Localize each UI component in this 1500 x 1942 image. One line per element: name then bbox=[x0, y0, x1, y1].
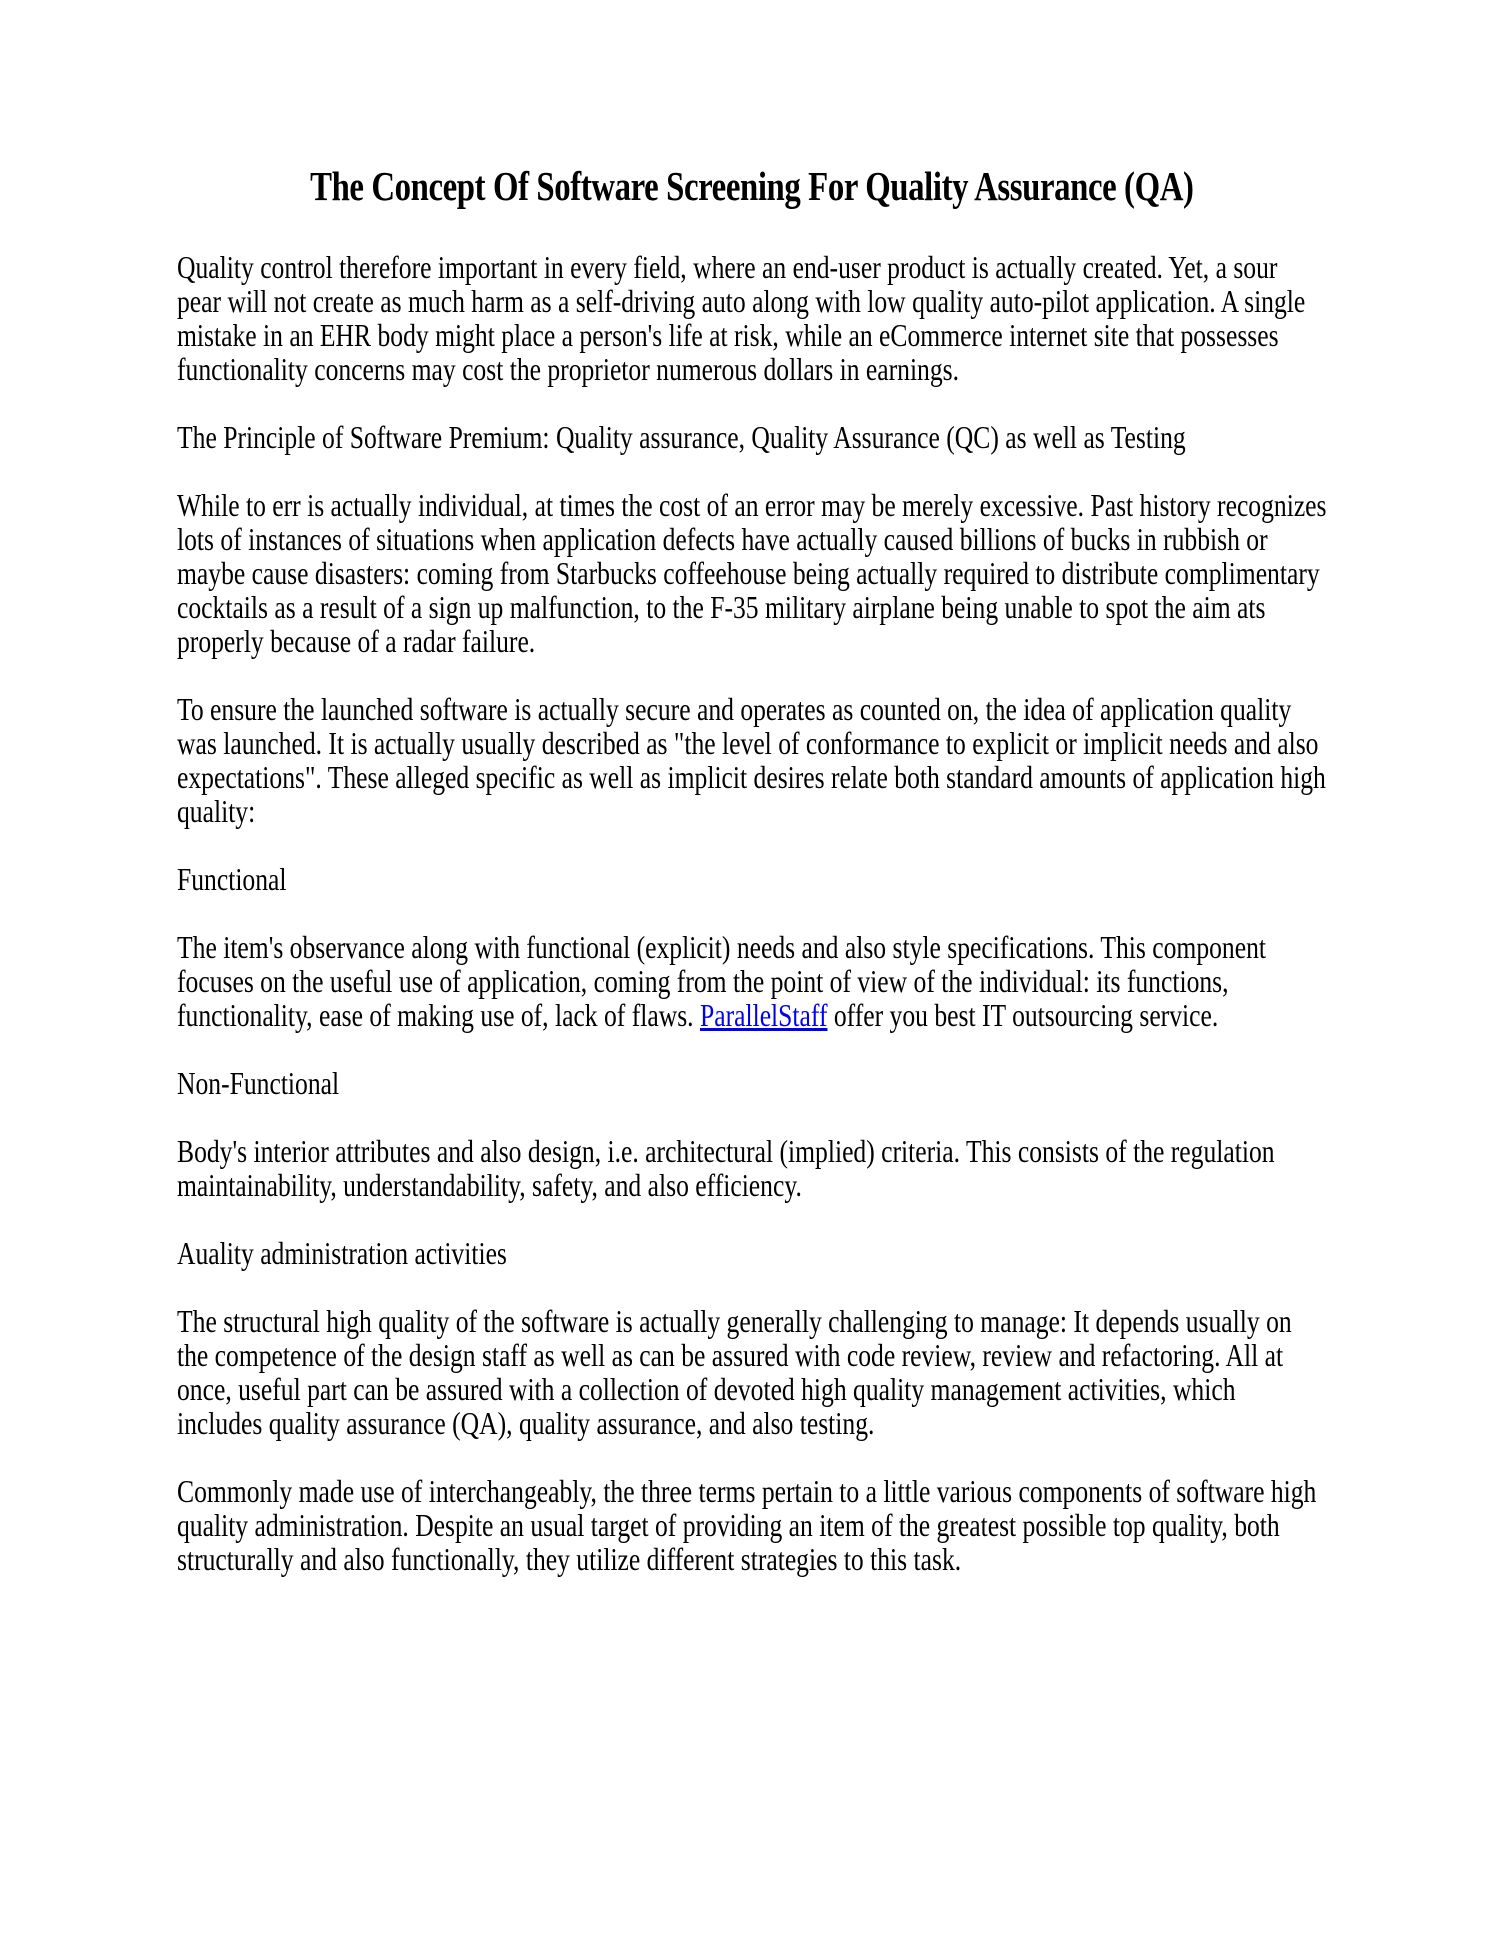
parallelstaff-link[interactable]: ParallelStaff bbox=[699, 997, 828, 1033]
functional-description-text-after: offer you best IT outsourcing service. bbox=[827, 997, 1219, 1033]
heading-principle-of-software-premium: The Principle of Software Premium: Quality assurance, Quality Assurance (QC) as well as Testing bbox=[177, 419, 1186, 455]
paragraph-while-to-err: While to err is actually individual, at times the cost of an error may be merely excessive. Past history recognizes lots of instances of situations when application defects have actually caused billions of bucks in rubbish or maybe cause disasters: coming from Starbucks coffeehouse being actually required to distribute complimentary cocktails as a result of a sign up malfunction, to the F-35 military airplane being unable to spot the aim ats properly because of a radar failure. bbox=[177, 487, 1327, 659]
paragraph-structural-quality: The structural high quality of the software is actually generally challenging to manage: It depends usually on the competence of the design staff as well as can be assured with code review, review and refactoring. All at once, useful part can be assured with a collection of devoted high quality management activities, which includes quality assurance (QA), quality assurance, and also testing. bbox=[177, 1303, 1292, 1441]
paragraph-quality-control: Quality control therefore important in every field, where an end-user product is actually created. Yet, a sour pear will not create as much harm as a self-driving auto along with low quality auto-pilot application. A single mistake in an EHR body might place a person's life at risk, while an eCommerce internet site that possesses functionality concerns may cost the proprietor numerous dollars in earnings. bbox=[177, 249, 1306, 387]
paragraph-functional-description bbox=[177, 930, 1327, 1032]
document-title: The Concept Of Software Screening For Quality Assurance (QA) bbox=[310, 163, 1194, 209]
heading-non-functional: Non-Functional bbox=[177, 1065, 340, 1101]
text-column bbox=[177, 162, 1327, 1576]
paragraph-commonly-used: Commonly made use of interchangeably, the three terms pertain to a little various components of software high quality administration. Despite an usual target of providing an item of the greatest possible top quality, both structurally and also functionally, they utilize different strategies to this task. bbox=[177, 1473, 1317, 1577]
paragraph-to-ensure: To ensure the launched software is actually secure and operates as counted on, the idea of application quality was launched. It is actually usually described as "the level of conformance to explicit or implicit needs and also expectations". These alleged specific as well as implicit desires relate both standard amounts of application high quality: bbox=[177, 691, 1326, 829]
heading-functional: Functional bbox=[177, 861, 287, 897]
functional-description-text: The item's observance along with functional (explicit) needs and also style specifications. This component focuses on the useful use of application, coming from the point of view of the individual: its functions, functionality, ease of making use of, lack of flaws. bbox=[177, 929, 1266, 1033]
heading-quality-administration-activities: Auality administration activities bbox=[177, 1235, 507, 1271]
paragraph-non-functional-description: Body's interior attributes and also design, i.e. architectural (implied) criteria. This consists of the regulation maintainability, understandability, safety, and also efficiency. bbox=[177, 1133, 1275, 1203]
